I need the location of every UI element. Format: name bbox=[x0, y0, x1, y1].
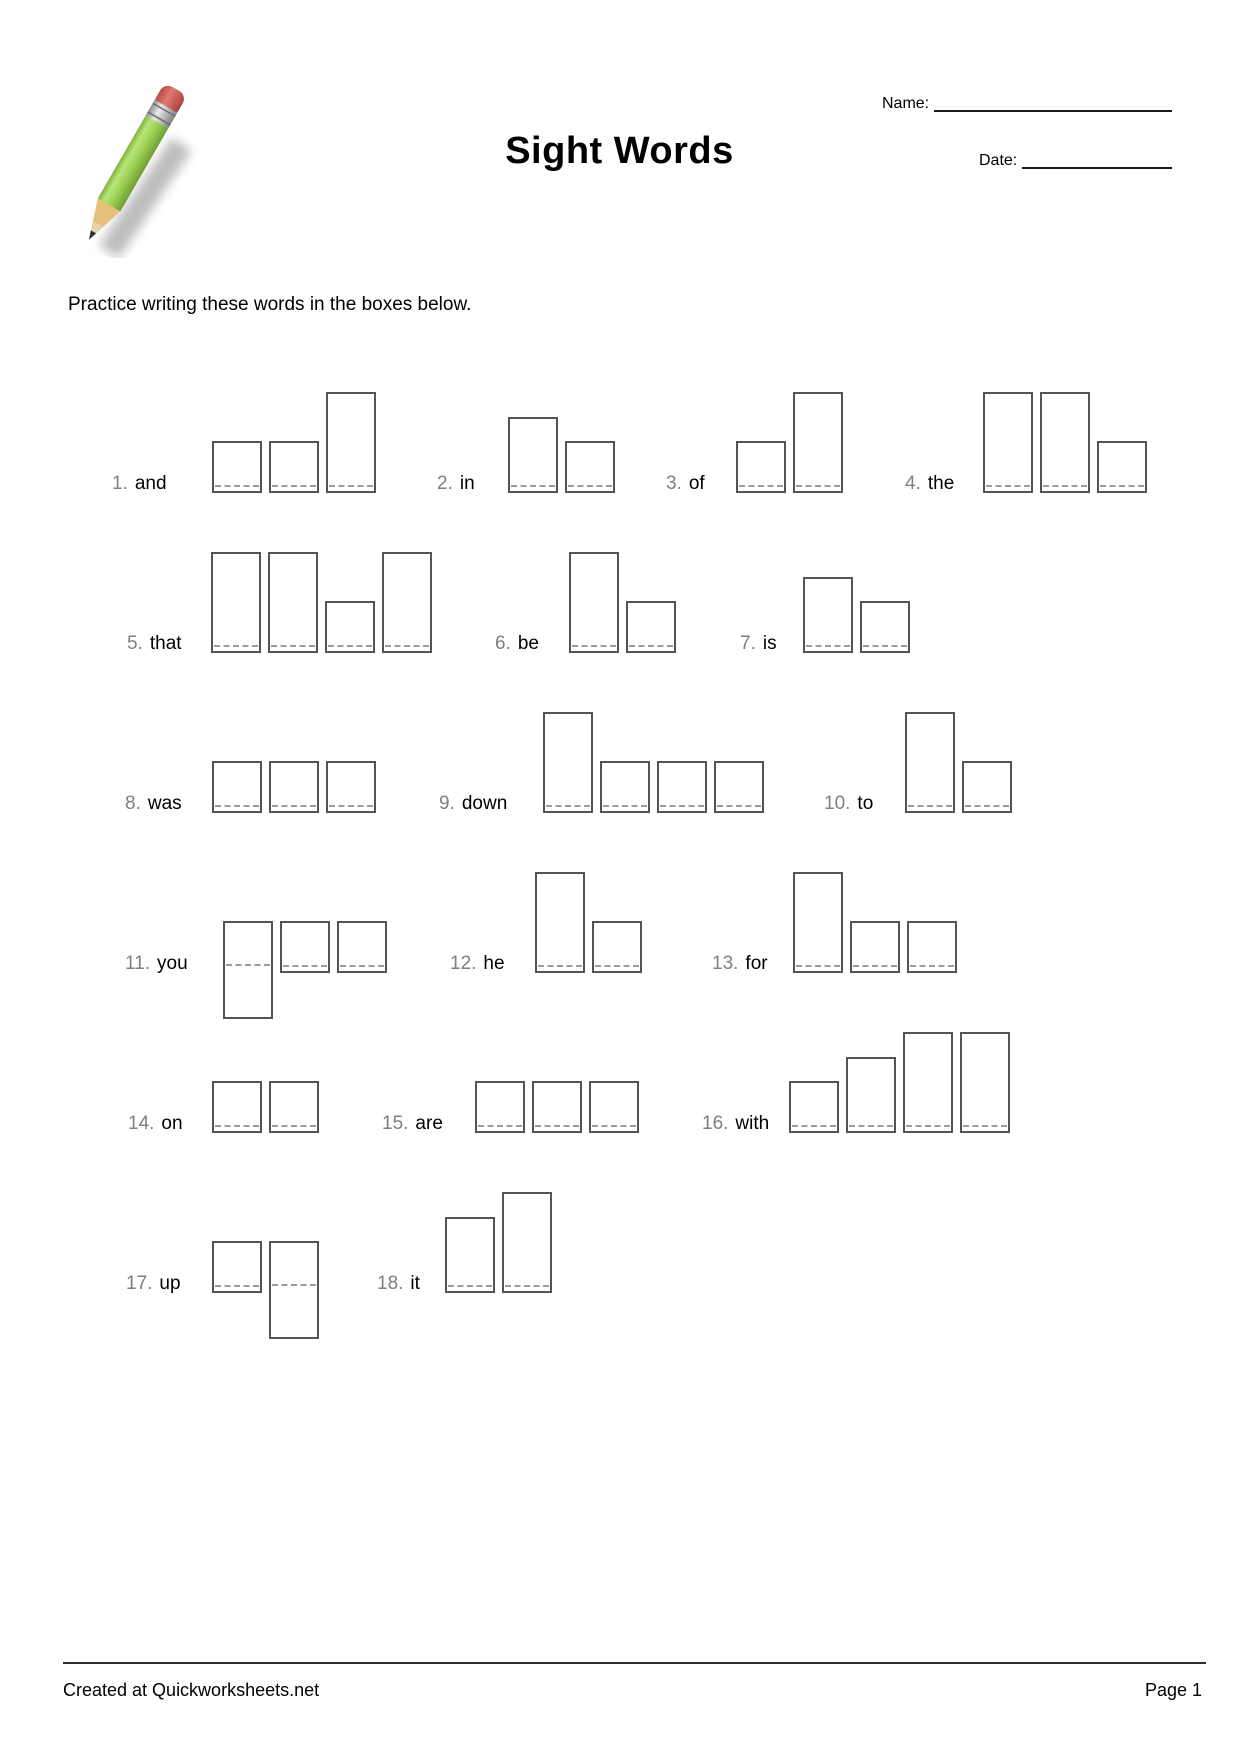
letter-box-tall[interactable] bbox=[983, 392, 1033, 493]
item-word: the bbox=[927, 473, 955, 494]
item-number: 6. bbox=[495, 633, 511, 654]
item-word: be bbox=[517, 633, 539, 654]
item-number: 2. bbox=[437, 473, 453, 494]
baseline-dash bbox=[908, 805, 952, 807]
baseline-dash bbox=[906, 1125, 950, 1127]
letter-box-small[interactable] bbox=[962, 761, 1012, 813]
item-word: to bbox=[857, 793, 874, 814]
baseline-dash bbox=[910, 965, 954, 967]
letter-box-tall[interactable] bbox=[1040, 392, 1090, 493]
item-word: of bbox=[688, 473, 705, 494]
letter-boxes bbox=[445, 1192, 559, 1293]
baseline-dash bbox=[849, 1125, 893, 1127]
baseline-dash bbox=[853, 965, 897, 967]
letter-boxes bbox=[793, 872, 964, 973]
word-item bbox=[0, 1032, 1239, 1182]
item-word: in bbox=[459, 473, 475, 494]
item-number: 8. bbox=[125, 793, 141, 814]
word-item bbox=[0, 712, 1239, 862]
item-label bbox=[905, 473, 954, 495]
instruction-text: Practice writing these words in the boxes below. bbox=[68, 294, 472, 315]
baseline-dash bbox=[796, 965, 840, 967]
baseline-dash bbox=[505, 1285, 549, 1287]
letter-box-small[interactable] bbox=[907, 921, 957, 973]
item-word: and bbox=[134, 473, 167, 494]
letter-box-tall[interactable] bbox=[903, 1032, 953, 1133]
item-label bbox=[824, 793, 873, 815]
item-number: 7. bbox=[740, 633, 756, 654]
item-label bbox=[712, 953, 768, 975]
date-label: Date: bbox=[979, 152, 1018, 169]
baseline-dash bbox=[448, 1285, 492, 1287]
footer-credit: Created at Quickworksheets.net bbox=[63, 1680, 320, 1700]
baseline-dash bbox=[963, 1125, 1007, 1127]
item-number: 12. bbox=[450, 953, 477, 974]
letter-box-tall[interactable] bbox=[960, 1032, 1010, 1133]
item-word: that bbox=[149, 633, 182, 654]
letter-box-small[interactable] bbox=[789, 1081, 839, 1133]
item-word: was bbox=[147, 793, 182, 814]
item-number: 3. bbox=[666, 473, 682, 494]
baseline-dash bbox=[792, 1125, 836, 1127]
letter-box-medium[interactable] bbox=[846, 1057, 896, 1133]
item-number: 17. bbox=[126, 1273, 153, 1294]
letter-box-medium[interactable] bbox=[803, 577, 853, 653]
item-word: on bbox=[161, 1113, 183, 1134]
item-number: 15. bbox=[382, 1113, 409, 1134]
letter-boxes bbox=[983, 392, 1154, 493]
letter-box-tall[interactable] bbox=[905, 712, 955, 813]
date-line[interactable] bbox=[1022, 167, 1172, 169]
letter-box-tall[interactable] bbox=[502, 1192, 552, 1293]
item-word: for bbox=[745, 953, 768, 974]
baseline-dash bbox=[1100, 485, 1144, 487]
baseline-dash bbox=[965, 805, 1009, 807]
item-word: are bbox=[415, 1113, 443, 1134]
item-label bbox=[702, 1113, 769, 1135]
item-number: 4. bbox=[905, 473, 921, 494]
page-number: Page 1 bbox=[1144, 1680, 1202, 1700]
letter-box-small[interactable] bbox=[860, 601, 910, 653]
letter-box-medium[interactable] bbox=[445, 1217, 495, 1293]
letter-box-tall[interactable] bbox=[793, 872, 843, 973]
word-item bbox=[0, 872, 1239, 1022]
item-number: 18. bbox=[377, 1273, 404, 1294]
letter-boxes bbox=[803, 552, 917, 653]
item-word: with bbox=[735, 1113, 770, 1134]
name-line[interactable] bbox=[934, 110, 1172, 112]
baseline-dash bbox=[863, 645, 907, 647]
item-word: he bbox=[483, 953, 505, 974]
letter-box-small[interactable] bbox=[850, 921, 900, 973]
footer-divider bbox=[63, 1662, 1206, 1664]
word-item bbox=[0, 552, 1239, 702]
item-number: 9. bbox=[439, 793, 455, 814]
item-word: down bbox=[461, 793, 508, 814]
item-number: 11. bbox=[125, 953, 151, 974]
letter-boxes bbox=[789, 1032, 1017, 1133]
letter-boxes bbox=[905, 712, 1019, 813]
item-number: 5. bbox=[127, 633, 143, 654]
page-title: Sight Words bbox=[505, 130, 734, 172]
item-word: is bbox=[762, 633, 777, 654]
baseline-dash bbox=[986, 485, 1030, 487]
item-number: 10. bbox=[824, 793, 851, 814]
item-word: you bbox=[157, 953, 188, 974]
word-item bbox=[0, 392, 1239, 542]
item-number: 13. bbox=[712, 953, 739, 974]
letter-box-small[interactable] bbox=[1097, 441, 1147, 493]
name-label: Name: bbox=[882, 95, 930, 112]
item-label bbox=[377, 1273, 420, 1295]
item-number: 16. bbox=[702, 1113, 729, 1134]
baseline-dash bbox=[1043, 485, 1087, 487]
item-number: 14. bbox=[128, 1113, 155, 1134]
item-label bbox=[740, 633, 777, 655]
word-item bbox=[0, 1192, 1239, 1342]
item-number: 1. bbox=[112, 473, 128, 494]
item-word: up bbox=[159, 1273, 181, 1294]
item-word: it bbox=[410, 1273, 420, 1294]
baseline-dash bbox=[806, 645, 850, 647]
